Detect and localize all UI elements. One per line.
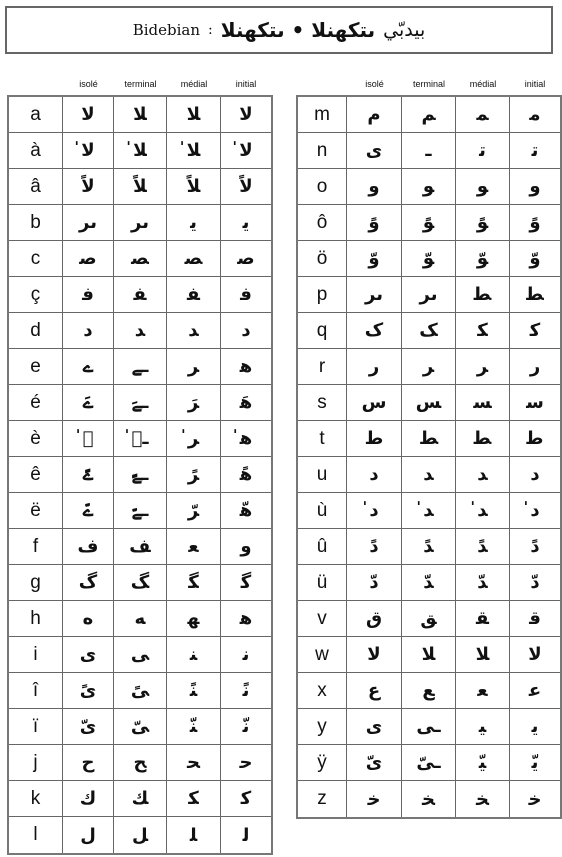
glyph-initial: ﻭً <box>510 205 560 241</box>
glyph-medial: ﺪّ <box>456 565 510 601</box>
glyph-medial: ﻮّ <box>456 241 510 277</box>
glyph-isole: ىر <box>63 205 114 241</box>
latin-letter: j <box>9 745 63 781</box>
header-medial: médial <box>180 79 208 89</box>
glyph-terminal: ـےّ <box>114 493 167 529</box>
glyph-isole: ﻕ <box>347 601 402 637</box>
glyph-terminal: ﮓ <box>114 565 167 601</box>
glyph-isole: ﺩ <box>347 457 402 493</box>
glyph-terminal: ﻰً <box>114 673 167 709</box>
glyph-initial: ﻭ <box>510 169 560 205</box>
title-banner <box>5 6 553 54</box>
glyph-terminal: ﻼ <box>402 637 456 673</box>
glyph-terminal: ﻮ <box>402 169 456 205</box>
latin-letter: è <box>9 421 63 457</box>
glyph-terminal: ﻖ <box>402 601 456 637</box>
glyph-terminal: ﺪً <box>402 529 456 565</box>
glyph-isole: ے̍ <box>63 421 114 457</box>
glyph-initial: ﻧً <box>221 673 271 709</box>
glyph-initial: ﮐ <box>510 313 560 349</box>
glyph-medial: ﻨً <box>167 673 221 709</box>
latin-letter: ÿ <box>298 745 347 781</box>
glyph-isole: ﺩً <box>347 529 402 565</box>
glyph-medial: ﻼ̍ <box>167 133 221 169</box>
glyph-terminal: ﻮّ <box>402 241 456 277</box>
latin-letter: ê <box>9 457 63 493</box>
glyph-medial: ﺮ̍ <box>167 421 221 457</box>
latin-letter: s <box>298 385 347 421</box>
glyph-terminal: ﻊ <box>402 673 456 709</box>
glyph-initial: ﻫ <box>221 601 271 637</box>
latin-letter: ü <box>298 565 347 601</box>
glyph-medial: ﻴ <box>456 709 510 745</box>
glyph-terminal: ﻪ <box>114 601 167 637</box>
left-alphabet-table <box>7 95 273 855</box>
glyph-isole: ﻓ <box>63 277 114 313</box>
latin-letter: g <box>9 565 63 601</box>
glyph-initial: ﻫ̍ <box>221 421 271 457</box>
glyph-isole: ىً <box>63 673 114 709</box>
glyph-medial: ﺨ <box>456 781 510 817</box>
latin-letter: u <box>298 457 347 493</box>
glyph-initial: ﻻ <box>221 97 271 133</box>
glyph-isole: ﮎ <box>347 313 402 349</box>
glyph-isole: ﻝ <box>63 817 114 853</box>
glyph-initial: ﯾ <box>221 205 271 241</box>
glyph-medial: ﺮّ <box>167 493 221 529</box>
glyph-initial: ﻛ <box>221 781 271 817</box>
glyph-initial: ﺻ <box>221 241 271 277</box>
glyph-initial: ﻻ̍ <box>221 133 271 169</box>
glyph-isole: ﺩ̍ <box>347 493 402 529</box>
glyph-initial: ﻻ <box>510 637 560 673</box>
glyph-terminal: ـے̍ <box>114 421 167 457</box>
glyph-medial: ﻄ <box>456 421 510 457</box>
latin-letter: ù <box>298 493 347 529</box>
glyph-medial: ﺮَ <box>167 385 221 421</box>
latin-letter: ï <box>9 709 63 745</box>
latin-letter: b <box>9 205 63 241</box>
header-terminal: terminal <box>124 79 157 89</box>
glyph-isole: ےَ <box>63 385 114 421</box>
glyph-terminal: ﺢ <box>114 745 167 781</box>
glyph-terminal: ـے <box>114 349 167 385</box>
glyph-initial: ﺣ <box>221 745 271 781</box>
latin-letter: à <box>9 133 63 169</box>
latin-letter: o <box>298 169 347 205</box>
glyph-medial: ﺤ <box>167 745 221 781</box>
glyph-initial: ﻳ <box>510 709 560 745</box>
glyph-terminal: ﻢ <box>402 97 456 133</box>
glyph-isole: ﮒ <box>63 565 114 601</box>
glyph-medial: ﺪ <box>167 313 221 349</box>
glyph-initial: ﻫَ <box>221 385 271 421</box>
glyph-terminal: ﻒ <box>114 529 167 565</box>
glyph-initial: ﻣ <box>510 97 560 133</box>
glyph-isole: ى <box>347 133 402 169</box>
glyph-terminal: ﻮً <box>402 205 456 241</box>
glyph-medial: ﻮ <box>456 169 510 205</box>
glyph-medial: ﺮً <box>167 457 221 493</box>
glyph-isole: ﺭ <box>347 349 402 385</box>
glyph-isole: ﻻ <box>63 97 114 133</box>
glyph-initial: ﻫ <box>221 349 271 385</box>
latin-letter: ô <box>298 205 347 241</box>
glyph-medial: ﻼً <box>167 169 221 205</box>
glyph-terminal: ـےً <box>114 457 167 493</box>
latin-letter: y <box>298 709 347 745</box>
glyph-isole: ےّ <box>63 493 114 529</box>
glyph-initial: ﺩّ <box>510 565 560 601</box>
glyph-initial: ﺩ̍ <box>510 493 560 529</box>
glyph-initial: ﻋ <box>510 673 560 709</box>
header-isole: isolé <box>365 79 384 89</box>
glyph-initial: ﻟ <box>242 824 250 846</box>
glyph-isole: ى <box>347 709 402 745</box>
glyph-medial: ﺴ <box>456 385 510 421</box>
glyph-isole: ﺩّ <box>347 565 402 601</box>
glyph-initial: ﻧ <box>221 637 271 673</box>
glyph-isole: ﻉ <box>347 673 402 709</box>
latin-letter: e <box>9 349 63 385</box>
glyph-terminal: ﺨ <box>402 781 456 817</box>
glyph-medial: ﺮ <box>167 349 221 385</box>
glyph-initial: ﺳ <box>510 385 560 421</box>
latin-letter: t <box>298 421 347 457</box>
glyph-isole: ىر <box>347 277 402 313</box>
glyph-isole: ﻙ <box>63 781 114 817</box>
latin-letter: ç <box>9 277 63 313</box>
glyph-isole: ﺩ <box>63 313 114 349</box>
header-isole: isolé <box>79 79 98 89</box>
glyph-initial: ﮔ <box>221 565 271 601</box>
latin-letter: a <box>9 97 63 133</box>
title-native-script: ىتكهنلا • ىتكهنلا <box>220 18 376 42</box>
glyph-medial: ﻌ <box>167 529 221 565</box>
glyph-initial: ﻳّ <box>510 745 560 781</box>
latin-letter: d <box>9 313 63 349</box>
latin-letter: c <box>9 241 63 277</box>
title-arabic-script: بيدبّي <box>383 19 426 41</box>
glyph-terminal: ﻚ <box>114 781 167 817</box>
latin-letter: i <box>9 637 63 673</box>
glyph-isole: ے <box>63 349 114 385</box>
glyph-terminal: ﻼ̍ <box>114 133 167 169</box>
glyph-medial: ﮕ <box>167 565 221 601</box>
glyph-isole: ﻻ̍ <box>63 133 114 169</box>
glyph-medial: ﻔ <box>167 277 221 313</box>
latin-letter: k <box>9 781 63 817</box>
latin-letter: î <box>9 673 63 709</box>
glyph-isole: ىّ <box>347 745 402 781</box>
glyph-medial: ﺪ <box>456 457 510 493</box>
glyph-medial: ﺼ <box>167 241 221 277</box>
latin-letter: z <box>298 781 347 817</box>
glyph-initial: ﻓ <box>221 277 271 313</box>
glyph-isole: ه <box>63 601 114 637</box>
glyph-isole: ﺧ <box>347 781 402 817</box>
glyph-terminal: ىر <box>114 205 167 241</box>
glyph-initial: ﺩ <box>221 313 271 349</box>
title-separator: : <box>208 22 213 38</box>
glyph-medial: ﻌ <box>456 673 510 709</box>
header-terminal: terminal <box>412 79 445 89</box>
glyph-initial: ﻭ <box>221 529 271 565</box>
latin-letter: f <box>9 529 63 565</box>
latin-letter: w <box>298 637 347 673</box>
latin-letter: r <box>298 349 347 385</box>
latin-letter: n <box>298 133 347 169</box>
latin-letter: x <box>298 673 347 709</box>
glyph-initial: ﻻً <box>221 169 271 205</box>
glyph-isole: ﻻ <box>347 637 402 673</box>
glyph-medial: ﻮً <box>456 205 510 241</box>
glyph-medial: ﻤ <box>456 97 510 133</box>
latin-letter: h <box>9 601 63 637</box>
glyph-initial: ﻧّ <box>221 709 271 745</box>
glyph-isole: ﻑ <box>63 529 114 565</box>
glyph-isole: ﻡ <box>347 97 402 133</box>
glyph-medial: ﯾ <box>167 205 221 241</box>
glyph-medial: ﻨّ <box>167 709 221 745</box>
latin-letter: ö <box>298 241 347 277</box>
glyph-terminal: ﻞ <box>114 817 167 853</box>
latin-letter: p <box>298 277 347 313</box>
glyph-initial: ﻫً <box>221 457 271 493</box>
latin-letter: é <box>9 385 63 421</box>
glyph-medial: ﺪ̍ <box>456 493 510 529</box>
glyph-isole: ﻁ <box>347 421 402 457</box>
glyph-isole: ﻭّ <box>347 241 402 277</box>
latin-letter: m <box>298 97 347 133</box>
glyph-terminal: ﮏ <box>402 313 456 349</box>
header-initial: initial <box>524 79 546 89</box>
glyph-isole: ى <box>63 637 114 673</box>
latin-letter: â <box>9 169 63 205</box>
glyph-terminal: ﻂ <box>402 421 456 457</box>
glyph-initial: ﺗ <box>510 133 560 169</box>
glyph-medial: ﺮ <box>456 349 510 385</box>
glyph-terminal: ﺮ <box>402 349 456 385</box>
glyph-initial: ﻄ <box>510 277 560 313</box>
header-medial: médial <box>469 79 497 89</box>
glyph-terminal: ﻰ <box>114 637 167 673</box>
glyph-isole: ےً <box>63 457 114 493</box>
glyph-isole: ﺱ <box>347 385 402 421</box>
latin-letter: û <box>298 529 347 565</box>
glyph-isole: ﻭً <box>347 205 402 241</box>
glyph-initial: ﻭّ <box>510 241 560 277</box>
glyph-medial: ﻼ <box>167 97 221 133</box>
glyph-initial: ﺩ <box>510 457 560 493</box>
glyph-terminal: ﺪ <box>402 457 456 493</box>
glyph-isole: ﺻ <box>63 241 114 277</box>
glyph-initial: ﺭ <box>510 349 560 385</box>
glyph-isole: ﺡ <box>63 745 114 781</box>
header-initial: initial <box>235 79 257 89</box>
glyph-terminal: ﺪّ <box>402 565 456 601</box>
glyph-terminal: ـےَ <box>114 385 167 421</box>
glyph-isole: ﻭ <box>347 169 402 205</box>
glyph-medial: ﻬ <box>167 601 221 637</box>
glyph-medial: ﻨ <box>167 637 221 673</box>
glyph-terminal: ـى <box>402 709 456 745</box>
latin-letter: ë <box>9 493 63 529</box>
right-alphabet-table <box>296 95 562 819</box>
glyph-medial: ﮑ <box>456 313 510 349</box>
glyph-initial: ﻗ <box>510 601 560 637</box>
glyph-terminal: ﺪ <box>114 313 167 349</box>
latin-letter: v <box>298 601 347 637</box>
glyph-terminal: ﻰّ <box>114 709 167 745</box>
glyph-initial: ﺧ <box>528 788 542 810</box>
glyph-terminal: ﺪ̍ <box>402 493 456 529</box>
glyph-terminal: ﻼ <box>114 97 167 133</box>
latin-letter: l <box>9 817 63 853</box>
glyph-terminal: ﺼ <box>114 241 167 277</box>
glyph-isole: ﻻً <box>63 169 114 205</box>
glyph-terminal: ـىّ <box>402 745 456 781</box>
glyph-medial: ﻜ <box>167 781 221 817</box>
glyph-medial: ﻠ <box>167 817 221 853</box>
glyph-medial: ﻼ <box>456 637 510 673</box>
glyph-medial: ﻘ <box>456 601 510 637</box>
glyph-medial: ﻴّ <box>456 745 510 781</box>
glyph-initial: ﺩً <box>510 529 560 565</box>
glyph-initial: ﻫّ <box>221 493 271 529</box>
glyph-terminal: ﻼً <box>114 169 167 205</box>
glyph-terminal: ـ <box>402 133 456 169</box>
glyph-terminal: ىر <box>402 277 456 313</box>
glyph-isole: ىّ <box>63 709 114 745</box>
glyph-medial: ﺪً <box>456 529 510 565</box>
glyph-medial: ﻄ <box>456 277 510 313</box>
latin-letter: q <box>298 313 347 349</box>
glyph-terminal: ﺲ <box>402 385 456 421</box>
glyph-terminal: ﻔ <box>114 277 167 313</box>
title-latin: Bidebian <box>132 21 201 39</box>
glyph-medial: ﺗ <box>456 133 510 169</box>
glyph-initial: ﻃ <box>510 421 560 457</box>
